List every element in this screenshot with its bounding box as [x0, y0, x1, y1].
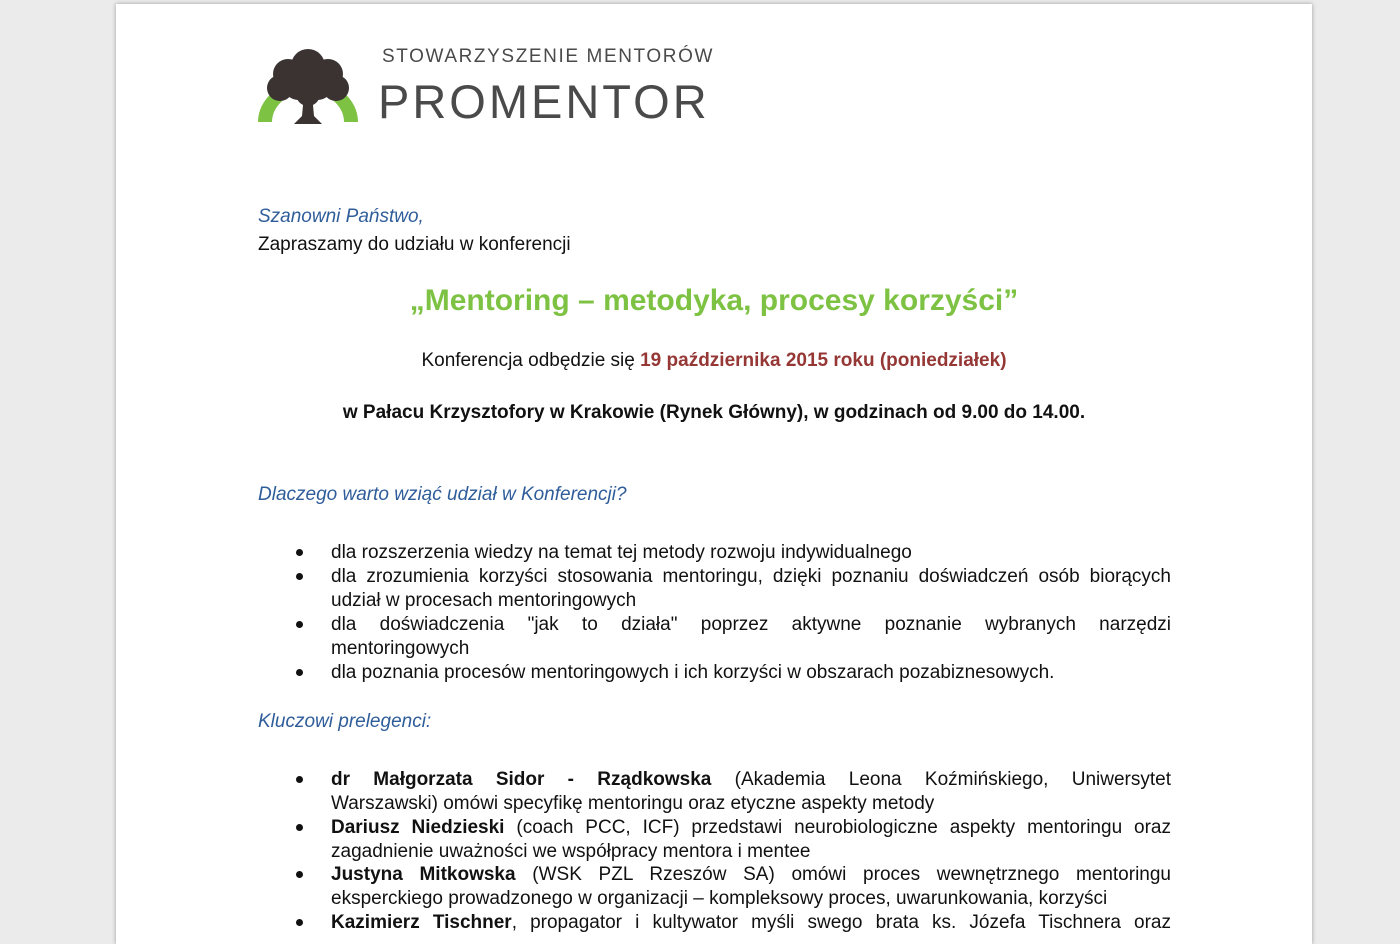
list-item: dla rozszerzenia wiedzy na temat tej metody rozwoju indywidualnego — [331, 542, 912, 563]
why-heading: Dlaczego warto wziąć udział w Konferencji? — [258, 484, 627, 505]
speaker-name: Kazimierz Tischner — [331, 912, 512, 933]
conference-title: „Mentoring – metodyka, procesy korzyści” — [409, 284, 1019, 317]
bullet-icon — [296, 621, 303, 628]
speaker-item: Dariusz Niedzieski (coach PCC, ICF) przedstawi neurobiologiczne aspekty mentoringu oraz zagadnienie uważności we współpracy mentora i mentee — [331, 817, 1171, 862]
speaker-name: dr Małgorzata Sidor - Rządkowska — [331, 769, 712, 790]
venue-line: w Pałacu Krzysztofory w Krakowie (Rynek Główny), w godzinach od 9.00 do 14.00. — [342, 402, 1086, 423]
bullet-icon — [296, 919, 303, 926]
date-line — [116, 350, 1312, 372]
date-prefix: Konferencja odbędzie się — [421, 350, 641, 371]
speakers-heading: Kluczowi prelegenci: — [258, 711, 432, 732]
list-item: dla doświadczenia "jak to działa" poprzez aktywne poznanie wybranych narzędzi mentoringowych — [331, 614, 1171, 659]
speaker-name: Justyna Mitkowska — [331, 864, 516, 885]
oak-tree-logo-icon — [258, 44, 368, 134]
speaker-item: dr Małgorzata Sidor - Rządkowska (Akademia Leona Koźmińskiego, Uniwersytet Warszawski) omówi specyfikę mentoringu oraz etyczne aspekty metody — [331, 769, 1171, 814]
greeting: Szanowni Państwo, — [258, 206, 424, 227]
conference-date: 19 października 2015 roku (poniedziałek) — [640, 350, 1007, 371]
speaker-item: Kazimierz Tischner, propagator i kultywator myśli swego brata ks. Józefa Tischnera oraz — [331, 912, 1172, 933]
bullet-icon — [296, 824, 303, 831]
bullet-icon — [296, 871, 303, 878]
bullet-icon — [296, 669, 303, 676]
promentor-logo — [258, 44, 718, 134]
bullet-icon — [296, 776, 303, 783]
invite-text: Zapraszamy do udziału w konferencji — [258, 234, 571, 255]
bullet-icon — [296, 573, 303, 580]
bullet-icon — [296, 549, 303, 556]
logo-subtitle: STOWARZYSZENIE MENTORÓW — [382, 46, 715, 67]
logo-name: PROMENTOR — [378, 75, 710, 128]
speaker-item: Justyna Mitkowska (WSK PZL Rzeszów SA) omówi proces wewnętrznego mentoringu eksperckiego prowadzonego w organizacji – kompleksowy proces, uwarunkowania, korzyści — [331, 864, 1172, 909]
list-item: dla zrozumienia korzyści stosowania mentoringu, dzięki poznaniu doświadczeń osób biorących udział w procesach mentoringowych — [331, 566, 1171, 611]
speaker-name: Dariusz Niedzieski — [331, 817, 505, 838]
document-page — [116, 4, 1312, 944]
list-item: dla poznania procesów mentoringowych i ich korzyści w obszarach pozabiznesowych. — [331, 662, 1055, 683]
